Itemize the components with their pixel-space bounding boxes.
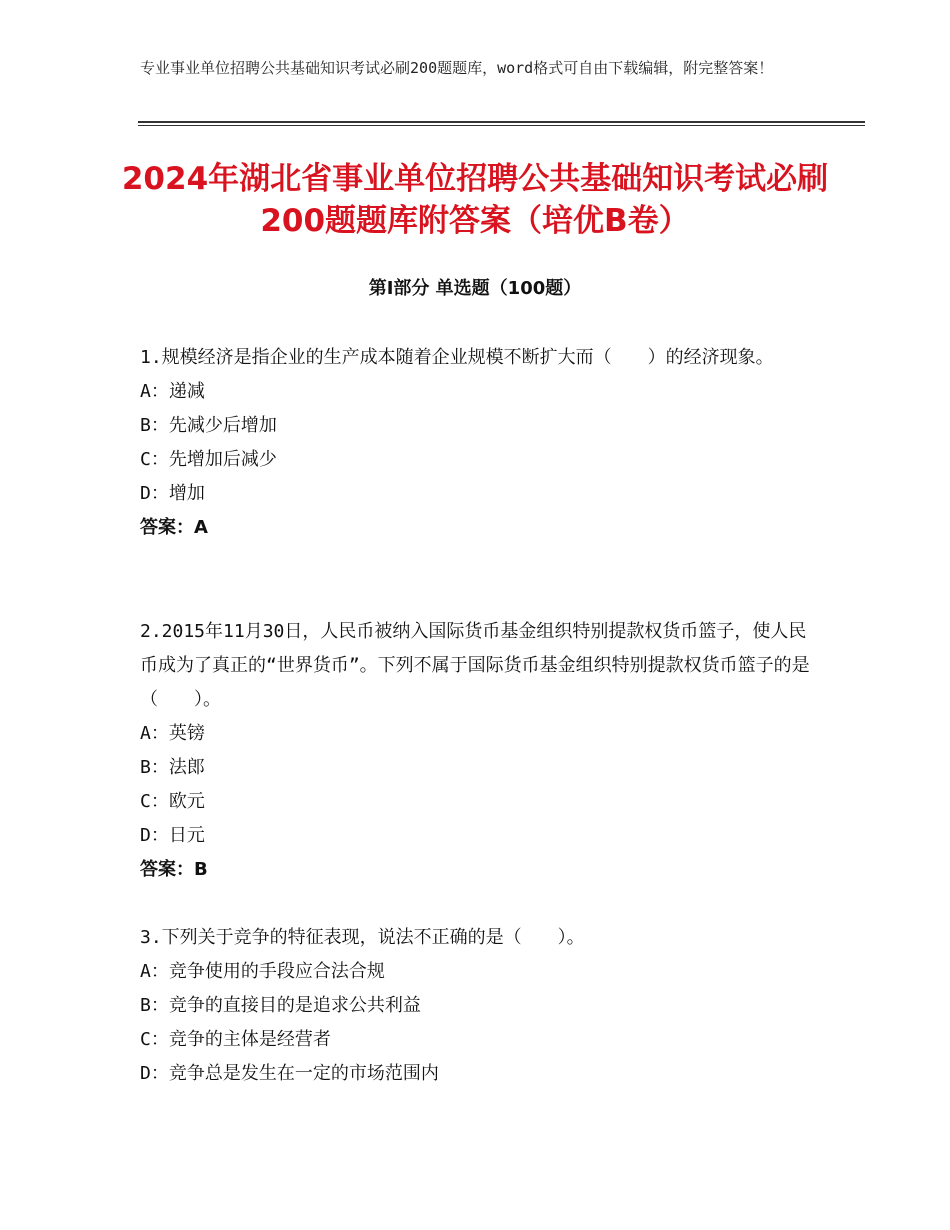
option-c: C：欧元: [140, 791, 205, 812]
header-divider-thin: [138, 125, 865, 126]
answer-line: 答案：A: [140, 517, 208, 538]
option-b: B：法郎: [140, 757, 205, 778]
question-stem: 2.2015年11月30日，人民币被纳入国际货币基金组织特别提款权货币篮子，使人民币成为了真正的“世界货币”。下列不属于国际货币基金组织特别提款权货币篮子的是（ ）。: [140, 621, 810, 710]
option-c: C：先增加后减少: [140, 449, 277, 470]
question-stem: 3.下列关于竞争的特征表现，说法不正确的是（ ）。: [140, 927, 585, 948]
question-block: [140, 341, 810, 545]
option-a: A：递减: [140, 381, 205, 402]
question-block: [140, 615, 810, 887]
header-note: 专业事业单位招聘公共基础知识考试必刷200题题库，word格式可自由下载编辑，附完整答案！: [140, 59, 774, 77]
option-d: D：增加: [140, 483, 205, 504]
answer-line: 答案：B: [140, 859, 208, 880]
option-d: D：日元: [140, 825, 205, 846]
option-a: A：竞争使用的手段应合法合规: [140, 961, 385, 982]
option-b: B：先减少后增加: [140, 415, 277, 436]
document-title: 2024年湖北省事业单位招聘公共基础知识考试必刷200题题库附答案（培优B卷）: [121, 161, 829, 239]
header-divider-thick: [138, 121, 865, 123]
question-block: [140, 921, 810, 1091]
question-stem: 1.规模经济是指企业的生产成本随着企业规模不断扩大而（ ）的经济现象。: [140, 347, 774, 368]
option-c: C：竞争的主体是经营者: [140, 1029, 331, 1050]
section-heading: 第Ⅰ部分 单选题（100题）: [368, 278, 582, 299]
option-d: D：竞争总是发生在一定的市场范围内: [140, 1063, 439, 1084]
option-b: B：竞争的直接目的是追求公共利益: [140, 995, 421, 1016]
option-a: A：英镑: [140, 723, 205, 744]
